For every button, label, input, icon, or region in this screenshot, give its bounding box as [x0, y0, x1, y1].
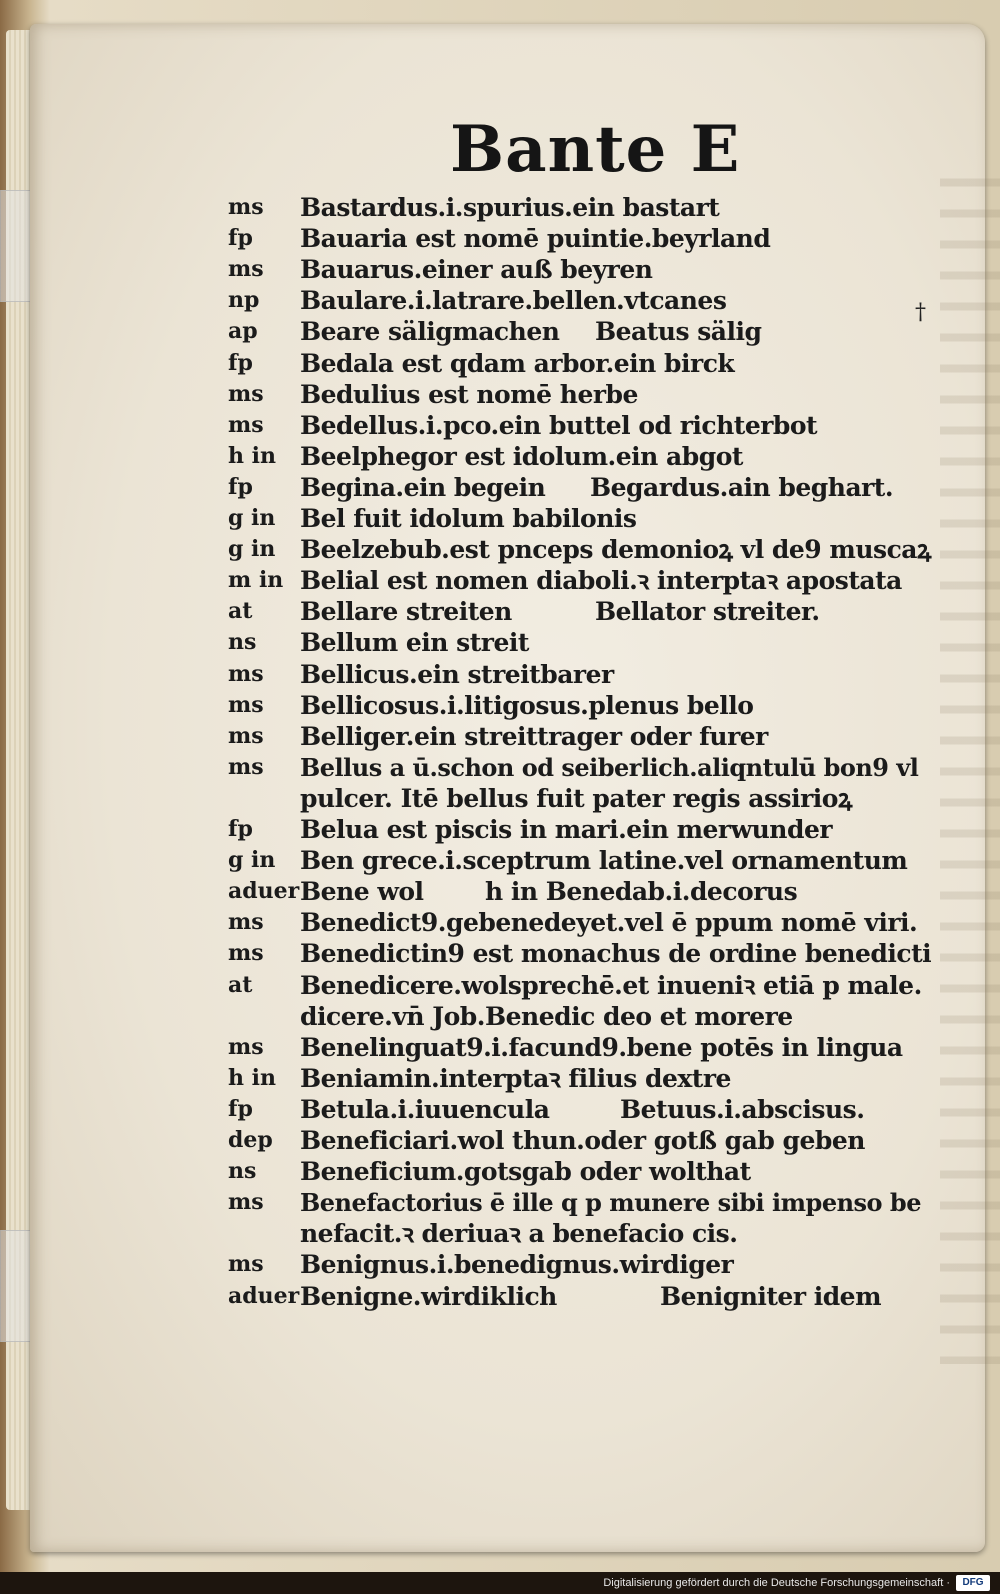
entry-row [0, 534, 955, 565]
entry-row [0, 316, 955, 347]
entry-row [0, 659, 955, 690]
entry-text: Bene wol [300, 877, 424, 907]
grammar-abbreviation: ms [228, 1251, 264, 1278]
grammar-abbreviation: g in [228, 847, 276, 874]
entry-row [0, 1094, 955, 1125]
grammar-abbreviation: fp [228, 349, 253, 376]
grammar-abbreviation: ms [228, 380, 264, 407]
entry-text: Bellum ein streit [300, 628, 529, 658]
grammar-abbreviation: at [228, 971, 253, 998]
grammar-abbreviation: ms [228, 753, 264, 780]
grammar-abbreviation: ap [228, 318, 258, 345]
grammar-abbreviation: h in [228, 1064, 277, 1091]
entry-text: Bellicus.ein streitbarer [300, 659, 614, 689]
entry-row [0, 285, 955, 316]
entry-text: Beelphegor est idolum.ein abgot [300, 441, 743, 471]
entry-text: Belua est piscis in mari.ein merwunder [300, 815, 833, 844]
grammar-abbreviation: fp [228, 816, 253, 842]
entry-text: dicere.vn̄ Job.Benedic deo et morere [300, 1001, 793, 1031]
grammar-abbreviation: dep [228, 1127, 273, 1153]
entry-row [0, 1249, 955, 1280]
entry-row [0, 472, 955, 503]
entry-row [0, 690, 955, 721]
grammar-abbreviation: h in [228, 442, 277, 469]
entry-row [0, 1281, 955, 1312]
dfg-logo: DFG [956, 1575, 990, 1591]
grammar-abbreviation: ms [228, 194, 264, 220]
entry-text: Benelinguat9.i.facund9.bene potēs in lingua [300, 1032, 903, 1062]
entry-row [0, 938, 955, 969]
entry-text: Ben grece.i.sceptrum latine.vel ornamentum [300, 846, 908, 876]
entry-row [0, 1063, 955, 1094]
grammar-abbreviation: ns [228, 1158, 257, 1185]
entry-row [0, 565, 955, 596]
entry-text: Bedulius est nomē herbe [300, 379, 638, 409]
grammar-abbreviation: ns [228, 629, 257, 656]
entry-row [0, 1001, 955, 1032]
entry-text: Bellare streiten [300, 597, 512, 627]
entry-row [0, 410, 955, 441]
grammar-abbreviation: ms [228, 411, 264, 438]
entry-row [0, 1218, 955, 1249]
entry-text: Benedicere.wolsprechē.et inueniꝛ etiā p male. [300, 970, 922, 1000]
entry-text: Bedala est qdam arbor.ein birck [300, 348, 735, 378]
entry-row [0, 441, 955, 472]
entry-row [0, 596, 955, 627]
grammar-abbreviation: ms [228, 256, 264, 283]
entry-row [0, 223, 955, 254]
page-heading: Bante E [450, 112, 741, 187]
grammar-abbreviation: ms [228, 909, 264, 936]
entry-text: Belliger.ein streittrager oder furer [300, 721, 768, 751]
entry-text: nefacit.ꝛ deriuaꝛ a benefacio cis. [300, 1219, 738, 1249]
entry-text: Bel fuit idolum babilonis [300, 504, 637, 533]
entry-text: Beare säligmachen [300, 317, 560, 347]
grammar-abbreviation: aduer [228, 878, 300, 905]
entry-text: Benedictin9 est monachus de ordine benedicti [300, 939, 932, 969]
grammar-abbreviation: m in [228, 567, 284, 594]
entry-text: Bastardus.i.spurius.ein bastart [300, 193, 720, 222]
entry-text: Beneficium.gotsgab oder wolthat [300, 1157, 751, 1187]
entry-row [0, 192, 955, 223]
entry-row [0, 1156, 955, 1187]
entry-text: Benedict9.gebenedeyet.vel ē ppum nomē viri. [300, 908, 918, 938]
entry-row [0, 1125, 955, 1156]
grammar-abbreviation: ms [228, 722, 264, 749]
entry-text-second: h in Benedab.i.decorus [485, 877, 798, 907]
entry-text: Beniamin.interptaꝛ filius dextre [300, 1063, 731, 1093]
entry-row [0, 845, 955, 876]
entry-row [0, 254, 955, 285]
grammar-abbreviation: np [228, 287, 260, 314]
entry-row [0, 970, 955, 1001]
entry-row [0, 907, 955, 938]
entry-text: Bellus a ū.schon od seiberlich.aliqntulū bon9 vl [300, 752, 919, 782]
grammar-abbreviation: ms [228, 1189, 264, 1216]
entry-row [0, 814, 955, 845]
entry-text: Benignus.i.benedignus.wirdiger [300, 1250, 734, 1280]
entry-text: Benefactorius ē ille q p munere sibi impenso be [300, 1188, 921, 1218]
grammar-abbreviation: aduer [228, 1282, 300, 1309]
entry-text: Benigne.wirdiklich [300, 1281, 557, 1311]
entry-text: Baulare.i.latrare.bellen.vtcanes [300, 286, 727, 316]
entry-row [0, 721, 955, 752]
grammar-abbreviation: ms [228, 691, 264, 718]
entry-text: pulcer. Itē bellus fuit pater regis assirioꝝ [300, 783, 852, 813]
entry-text: Beelzebub.est pnceps demonioꝝ vl de9 muscaꝝ [300, 535, 931, 565]
entry-text: Bauaria est nomē puintie.beyrland [300, 224, 771, 254]
grammar-abbreviation: fp [228, 473, 253, 500]
entry-text-second: Betuus.i.abscisus. [620, 1094, 865, 1124]
entry-row [0, 1032, 955, 1063]
entry-text-second: Beatus sälig [595, 317, 762, 347]
grammar-abbreviation: fp [228, 1095, 253, 1122]
entry-row [0, 876, 955, 907]
entry-row [0, 752, 955, 783]
grammar-abbreviation: g in [228, 536, 276, 563]
margin-mark: † [915, 300, 926, 325]
grammar-abbreviation: ms [228, 1033, 264, 1060]
entry-text: Bellicosus.i.litigosus.plenus bello [300, 690, 754, 720]
entry-text: Betula.i.iuuencula [300, 1094, 550, 1124]
entry-row [0, 379, 955, 410]
grammar-abbreviation: fp [228, 225, 253, 252]
entry-row [0, 783, 955, 814]
entry-text: Bauarus.einer auß beyren [300, 255, 653, 285]
grammar-abbreviation: ms [228, 940, 264, 967]
entry-text-second: Begardus.ain beghart. [590, 472, 894, 502]
funding-credit: Digitalisierung gefördert durch die Deutsche Forschungsgemeinschaft · [603, 1577, 950, 1589]
entry-row [0, 348, 955, 379]
grammar-abbreviation: ms [228, 660, 264, 687]
entry-text: Bedellus.i.pco.ein buttel od richterbot [300, 410, 818, 440]
entry-text-second: Benigniter idem [660, 1281, 882, 1311]
entry-text: Beneficiari.wol thun.oder gotß gab geben [300, 1126, 865, 1155]
grammar-abbreviation: g in [228, 505, 276, 531]
entry-text: Begina.ein begein [300, 472, 546, 502]
entry-text-second: Bellator streiter. [595, 597, 820, 627]
entry-row [0, 503, 955, 534]
entry-row [0, 627, 955, 658]
entry-row [0, 1187, 955, 1218]
entry-text: Belial est nomen diaboli.ꝛ interptaꝛ apostata [300, 566, 902, 596]
footer-bar [0, 1572, 1000, 1594]
grammar-abbreviation: at [228, 598, 253, 625]
